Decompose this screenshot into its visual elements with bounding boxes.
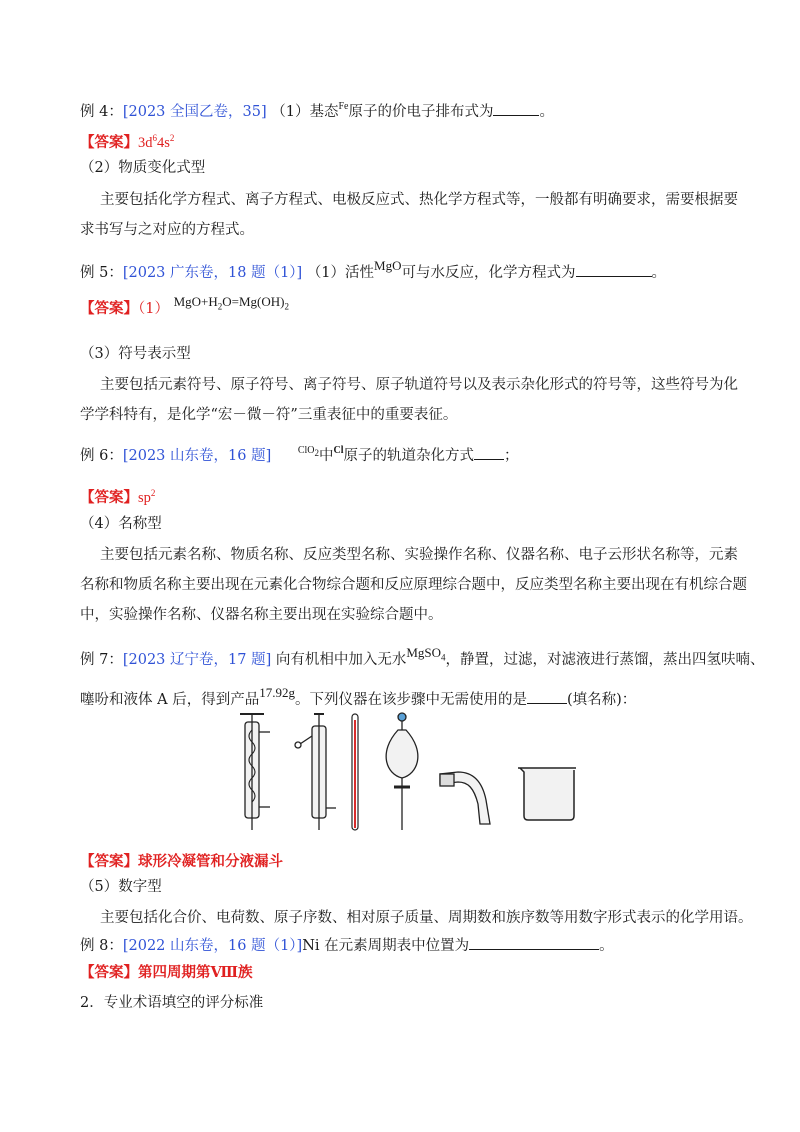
answer-label: 【答案】 bbox=[80, 488, 138, 506]
section-title: （2）物质变化式型 bbox=[80, 160, 206, 176]
separatory-funnel-icon bbox=[386, 713, 418, 830]
example-label: 例 4： bbox=[80, 104, 123, 120]
example-5: 例 5：[2023 广东卷，18 题（1）] （1）活性MgO可与水反应，化学方程式为 。 bbox=[80, 258, 666, 281]
example-7-cont: 噻吩和液体 A 后，得到产品17.92g。下列仪器在该步骤中无需使用的是 (填名称)： bbox=[80, 685, 637, 708]
example-8: 例 8：[2022 山东卷，16 题（1）]Ni 在元素周期表中位置为 。 bbox=[80, 935, 614, 956]
section-heading: 2．专业术语填空的评分标准 bbox=[80, 995, 264, 1011]
straight-condenser-icon bbox=[295, 714, 336, 830]
answer-label: 【答案】 bbox=[80, 133, 138, 151]
answer-formula: $MgO+H_2O=Mg(OH)_2$ bbox=[173, 294, 289, 312]
example-label: 例 7： bbox=[80, 652, 123, 668]
paragraph-line: 学学科特有，是化学“宏－微－符”三重表征中的重要表征。 bbox=[80, 407, 458, 423]
source-link[interactable]: [2023 辽宁卷，17 题] bbox=[122, 652, 272, 668]
section-title: （3）符号表示型 bbox=[80, 346, 191, 362]
source-link[interactable]: [2023 全国乙卷，35] bbox=[122, 104, 267, 120]
beaker-icon bbox=[518, 768, 576, 820]
example-label: 例 5： bbox=[80, 265, 123, 281]
source-link[interactable]: [2022 山东卷，16 题（1）] bbox=[122, 938, 303, 954]
answer-label: 【答案】 bbox=[80, 853, 138, 870]
example-6: 例 6：[2023 山东卷，16 题] $^{ClO_2}$中$^{Cl}$原子的轨道杂化方式 ； bbox=[80, 445, 519, 464]
source-link[interactable]: [2023 山东卷，16 题] bbox=[122, 448, 272, 464]
answer-value: $3d^64s^2$ bbox=[138, 133, 175, 151]
answer-blank bbox=[527, 689, 567, 704]
answer-7 bbox=[80, 852, 283, 872]
element-symbol: Fe bbox=[338, 101, 349, 112]
answer-label: 【答案】 bbox=[80, 964, 138, 981]
paragraph-line: 求书写与之对应的方程式。 bbox=[80, 222, 254, 238]
answer-6 bbox=[80, 483, 155, 508]
section-title: （4）名称型 bbox=[80, 516, 162, 532]
formula: MgO bbox=[374, 258, 402, 273]
paragraph-line: 主要包括元素符号、原子符号、离子符号、原子轨道符号以及表示杂化形式的符号等，这些符号为化 bbox=[100, 377, 738, 393]
paragraph-line: 主要包括化学方程式、离子方程式、电极反应式、热化学方程式等，一般都有明确要求，需要根据要 bbox=[100, 192, 738, 208]
answer-blank bbox=[493, 101, 539, 116]
paragraph-line: 中，实验操作名称、仪器名称主要出现在实验综合题中。 bbox=[80, 607, 443, 623]
formula: ClO2 bbox=[297, 445, 320, 458]
example-4: 例 4：[2023 全国乙卷，35] （1）基态$^{Fe}$原子的价电子排布式为 。 bbox=[80, 101, 554, 120]
apparatus-figure bbox=[228, 712, 588, 832]
answer-label: 【答案】 bbox=[80, 300, 138, 317]
answer-blank bbox=[469, 935, 599, 950]
bulb-condenser-icon bbox=[240, 714, 270, 830]
section-title: （5）数字型 bbox=[80, 879, 162, 895]
answer-value: $sp^2$ bbox=[138, 488, 156, 506]
example-label: 例 8： bbox=[80, 938, 123, 954]
example-7: 例 7：[2023 辽宁卷，17 题] 向有机相中加入无水MgSO$_4$，静置，过滤，对滤液进行蒸馏，蒸出四氢呋喃、 bbox=[80, 645, 765, 668]
element-symbol: Cl bbox=[333, 445, 344, 456]
paragraph-line: 名称和物质名称主要出现在元素化合物综合题和反应原理综合题中，反应类型名称主要出现在有机综合题 bbox=[80, 577, 747, 593]
thermometer-icon bbox=[352, 714, 358, 830]
answer-4 bbox=[80, 128, 174, 153]
answer-blank bbox=[474, 445, 504, 460]
answer-8 bbox=[80, 963, 253, 983]
answer-value: 球形冷凝管和分液漏斗 bbox=[138, 853, 283, 870]
answer-5: 【答案】（1） $MgO+H_2O=Mg(OH)_2$ bbox=[80, 294, 289, 317]
example-label: 例 6： bbox=[80, 448, 123, 464]
paragraph-line: 主要包括元素名称、物质名称、反应类型名称、实验操作名称、仪器名称、电子云形状名称等，元素 bbox=[100, 547, 738, 563]
source-link[interactable]: [2023 广东卷，18 题（1）] bbox=[122, 265, 303, 281]
formula: MgSO$_4$ bbox=[406, 645, 446, 663]
adapter-icon bbox=[440, 772, 490, 824]
answer-value: 第四周期第Ⅷ族 bbox=[138, 964, 253, 981]
paragraph-line: 主要包括化合价、电荷数、原子序数、相对原子质量、周期数和族序数等用数字形式表示的化学用语。 bbox=[100, 910, 753, 926]
mass-value: 17.92g bbox=[259, 685, 295, 700]
answer-blank bbox=[576, 262, 652, 277]
